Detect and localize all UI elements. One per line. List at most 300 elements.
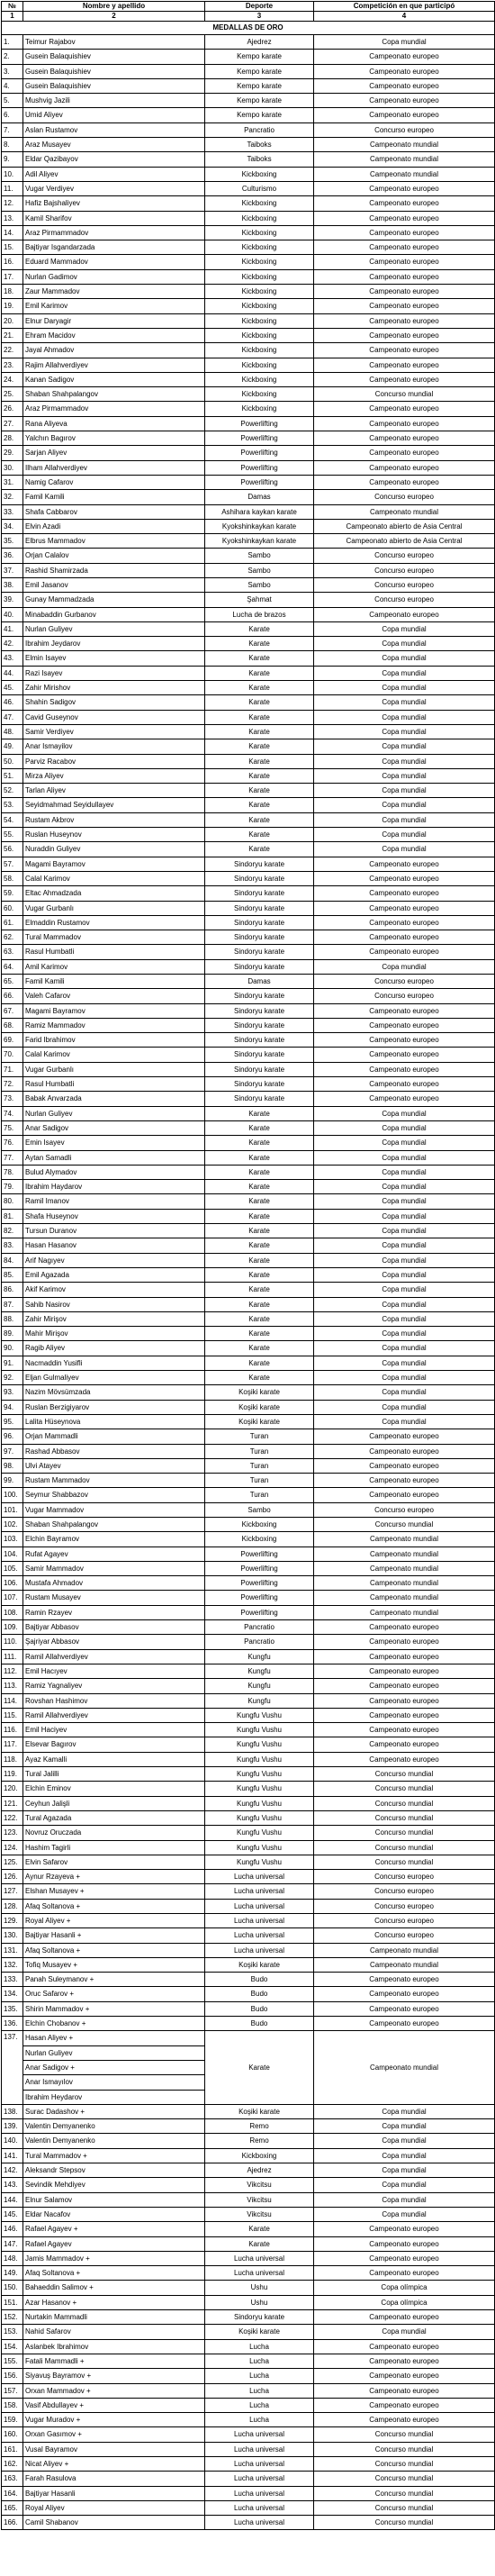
table-row [2,549,495,563]
table-row [2,1796,495,1810]
row-number: 84. [2,1253,23,1267]
table-row [2,798,495,812]
table-row [2,475,495,489]
row-name: Anar Ismayılov [23,2074,204,2089]
row-competition: Copa olímpica [314,2281,495,2295]
row-number: 6. [2,108,23,122]
row-competition: Copa mundial [314,739,495,754]
row-number: 164. [2,2486,23,2500]
row-name: Ramin Rzayev [23,1605,205,1619]
row-competition: Campeonato europeo [314,2236,495,2251]
table-row [2,2354,495,2368]
row-number: 95. [2,1414,23,1429]
header-index-row [2,12,495,22]
row-competition: Campeonato europeo [314,1048,495,1062]
row-number: 56. [2,842,23,857]
row-competition: Copa mundial [314,1327,495,1341]
row-competition: Campeonato europeo [314,1620,495,1635]
row-competition: Copa mundial [314,1253,495,1267]
row-competition: Copa mundial [314,621,495,636]
row-competition: Campeonato europeo [314,2354,495,2368]
row-competition: Concurso mundial [314,1767,495,1782]
table-row [2,1429,495,1444]
table-row [2,1018,495,1032]
row-name: Umid Aliyev [23,108,205,122]
row-sport: Sindoryu karate [205,959,314,974]
row-competition: Campeonato europeo [314,1018,495,1032]
table-row [2,2207,495,2221]
table-row [2,1106,495,1120]
row-number: 1. [2,35,23,50]
row-sport: Remo [205,2119,314,2134]
row-sport: Kyokshinkaykan karate [205,519,314,533]
row-number: 59. [2,886,23,901]
table-row [2,812,495,827]
row-competition: Copa mundial [314,1106,495,1120]
row-number: 57. [2,857,23,871]
row-sport: Kickboxing [205,211,314,225]
row-name: Rafael Agayev + [23,2222,205,2236]
row-name: Shafa Cabbarov [23,504,205,519]
row-sport: Karate [205,621,314,636]
row-number: 35. [2,534,23,549]
row-sport: Kempo karate [205,94,314,108]
row-number: 151. [2,2295,23,2309]
row-name: Panah Suleymanov + [23,1973,205,1987]
row-number: 5. [2,94,23,108]
row-competition: Copa mundial [314,2178,495,2192]
table-row [2,446,495,460]
row-competition: Campeonato europeo [314,1649,495,1664]
row-sport: Kickboxing [205,1532,314,1547]
row-sport: Sindoryu karate [205,1048,314,1062]
table-row [2,1120,495,1135]
table-row [2,975,495,989]
row-number: 93. [2,1385,23,1400]
row-number: 74. [2,1106,23,1120]
row-name: Samir Verdiyev [23,724,205,739]
row-competition: Campeonato europeo [314,1708,495,1722]
row-number: 16. [2,255,23,269]
row-number: 30. [2,460,23,475]
row-competition: Copa mundial [314,1194,495,1209]
row-competition: Concurso europeo [314,1884,495,1899]
row-competition: Copa mundial [314,1371,495,1385]
row-number: 110. [2,1635,23,1649]
row-name: Ramil Allahverdiyev [23,1649,205,1664]
col-index-4: 4 [314,12,495,22]
row-number: 96. [2,1429,23,1444]
row-competition: Concurso europeo [314,1870,495,1884]
row-competition: Campeonato europeo [314,930,495,945]
row-name: Rashid Shamirzada [23,563,205,577]
row-sport: Karate [205,1106,314,1120]
row-number: 69. [2,1033,23,1048]
table-row [2,1224,495,1238]
table-row [2,666,495,680]
row-sport: Kickboxing [205,167,314,181]
table-row [2,959,495,974]
row-name: Ceyhun Jalişli [23,1796,205,1810]
row-number: 144. [2,2192,23,2207]
table-row [2,915,495,930]
row-sport: Sindoryu karate [205,1033,314,1048]
row-sport: Kickboxing [205,372,314,386]
table-row [2,78,495,93]
row-name: Ramiz Yagnaliyev [23,1679,205,1693]
row-sport: Sambo [205,577,314,592]
row-name: Royal Aliyev + [23,1914,205,1928]
table-row [2,1311,495,1326]
table-row [2,285,495,299]
row-name: Araz Pirmammadov [23,402,205,416]
row-name: Parviz Racabov [23,754,205,768]
row-number: 124. [2,1840,23,1855]
row-competition: Campeonato europeo [314,607,495,621]
row-name: Rashad Abbasov [23,1444,205,1458]
table-row [2,1826,495,1840]
row-competition: Concurso mundial [314,1810,495,1825]
row-sport: Koşiki karate [205,2325,314,2339]
row-sport: Sambo [205,549,314,563]
row-name: Rasul Humbatli [23,1077,205,1092]
row-name: Tural Mammadov [23,930,205,945]
row-sport: Sindoryu karate [205,945,314,959]
row-number: 51. [2,768,23,783]
row-competition: Campeonato mundial [314,152,495,167]
row-name: Magami Bayramov [23,1003,205,1018]
table-row [2,108,495,122]
row-number: 47. [2,710,23,724]
row-name: Zahir Mirishov [23,681,205,695]
row-name: Tural Jalilli [23,1767,205,1782]
row-name: Nurlan Guliyev [23,2045,204,2060]
row-competition: Campeonato europeo [314,2413,495,2427]
row-competition: Campeonato europeo [314,402,495,416]
row-competition: Campeonato europeo [314,2017,495,2031]
row-number: 112. [2,1664,23,1678]
row-name: Jayal Ahmadov [23,343,205,358]
row-number: 17. [2,269,23,284]
row-name: Orxan Gasımov + [23,2427,205,2442]
row-competition: Concurso mundial [314,2472,495,2486]
row-number: 103. [2,1532,23,1547]
row-sport: Powerlifting [205,431,314,446]
table-row [2,1561,495,1575]
table-row [2,1679,495,1693]
row-name: Rustam Akbrov [23,812,205,827]
row-competition: Concurso mundial [314,1826,495,1840]
row-number: 135. [2,2001,23,2016]
row-number: 73. [2,1092,23,1106]
table-row [2,2119,495,2134]
row-number: 88. [2,1311,23,1326]
table-row [2,563,495,577]
row-competition: Campeonato europeo [314,108,495,122]
row-sport: Karate [205,798,314,812]
table-row [2,621,495,636]
row-competition: Campeonato mundial [314,167,495,181]
table-row [2,1488,495,1502]
row-competition: Campeonato mundial [314,1591,495,1605]
row-number: 10. [2,167,23,181]
row-competition: Copa mundial [314,842,495,857]
row-sport: Vikcitsu [205,2178,314,2192]
table-row [2,138,495,152]
row-sport: Sindoryu karate [205,857,314,871]
row-competition: Campeonato europeo [314,2222,495,2236]
row-name: Shahin Sadigov [23,695,205,710]
row-competition: Campeonato europeo [314,446,495,460]
row-name: Araz Musayev [23,138,205,152]
row-number: 101. [2,1502,23,1517]
row-number: 132. [2,1957,23,1972]
row-name: Shaban Shahpalangov [23,387,205,402]
row-name: Nazim Mövsümzada [23,1385,205,1400]
row-number: 122. [2,1810,23,1825]
row-sport: Kempo karate [205,64,314,78]
row-name: Elnur Salamov [23,2192,205,2207]
row-number: 19. [2,299,23,313]
row-number: 45. [2,681,23,695]
row-sport: Remo [205,2134,314,2148]
row-competition: Campeonato europeo [314,2251,495,2265]
table-row [2,1723,495,1737]
table-row [2,784,495,798]
row-name: Jamis Mammadov + [23,2251,205,2265]
row-competition: Campeonato mundial [314,1547,495,1561]
row-competition: Concurso mundial [314,2516,495,2530]
col-header-competition: Competición en que participó [314,2,495,12]
row-sport: Powerlifting [205,1547,314,1561]
table-row [2,181,495,195]
row-name: Vasif Abdullayev + [23,2398,205,2412]
row-name: Rustam Musayev [23,1591,205,1605]
row-number: 138. [2,2104,23,2118]
row-name: Gusein Balaquishiev [23,64,205,78]
table-row [2,2104,495,2118]
row-name: Elbrus Mammadov [23,534,205,549]
row-number: 104. [2,1547,23,1561]
col-header-number: № [2,2,23,12]
row-name: Zaur Mammadov [23,285,205,299]
row-name: Samir Mammadov [23,1561,205,1575]
row-number: 108. [2,1605,23,1619]
row-competition: Concurso mundial [314,2500,495,2515]
table-row [2,152,495,167]
row-number: 12. [2,196,23,211]
row-sport: Kickboxing [205,1517,314,1531]
row-competition: Campeonato europeo [314,328,495,342]
table-row [2,402,495,416]
row-sport: Karate [205,2031,314,2104]
table-row [2,1899,495,1913]
row-sport: Sindoryu karate [205,2310,314,2325]
row-name: Sevindik Mehdiyev [23,2178,205,2192]
row-sport: Kickboxing [205,225,314,240]
row-number: 36. [2,549,23,563]
table-row [2,577,495,592]
row-competition: Concurso mundial [314,1796,495,1810]
row-competition: Campeonato europeo [314,64,495,78]
row-competition: Campeonato europeo [314,1488,495,1502]
row-sport: Karate [205,1267,314,1282]
row-number: 48. [2,724,23,739]
row-competition: Campeonato europeo [314,1033,495,1048]
row-name: Valentin Demyanenko [23,2134,205,2148]
table-row [2,1870,495,1884]
row-number: 159. [2,2413,23,2427]
row-number: 33. [2,504,23,519]
row-name: Aslan Rustamov [23,122,205,137]
row-number: 100. [2,1488,23,1502]
row-name: Hasan Hasanov [23,1238,205,1253]
row-sport: Kungfu Vushu [205,1840,314,1855]
table-row [2,1576,495,1591]
table-row [2,754,495,768]
row-sport: Karate [205,1253,314,1267]
row-number: 148. [2,2251,23,2265]
row-competition: Campeonato europeo [314,1429,495,1444]
row-number: 153. [2,2325,23,2339]
row-competition: Concurso europeo [314,593,495,607]
row-name: Emil Jasanov [23,577,205,592]
row-competition: Copa mundial [314,1356,495,1370]
row-competition: Concurso europeo [314,563,495,577]
row-sport: Lucha [205,2413,314,2427]
table-row [2,64,495,78]
row-number: 71. [2,1062,23,1076]
row-sport: Sambo [205,563,314,577]
row-competition: Campeonato europeo [314,1474,495,1488]
row-sport: Kickboxing [205,358,314,372]
table-row [2,1371,495,1385]
row-name: Rafael Agayev [23,2236,205,2251]
row-name: Surac Dadashov + [23,2104,205,2118]
row-competition: Campeonato europeo [314,372,495,386]
row-number: 136. [2,2017,23,2031]
row-name: Aynur Rzayeva + [23,1870,205,1884]
row-name: Eldar Qazibayov [23,152,205,167]
row-sport: Kickboxing [205,2148,314,2163]
row-number: 99. [2,1474,23,1488]
row-name: Nuraddin Guliyev [23,842,205,857]
row-sport: Karate [205,1283,314,1297]
table-row [2,2325,495,2339]
table-row [2,2486,495,2500]
medal-table-sheet [1,1,494,2530]
table-row [2,2281,495,2295]
row-sport: Sindoryu karate [205,1092,314,1106]
row-number: 145. [2,2207,23,2221]
table-row [2,211,495,225]
row-competition: Concurso mundial [314,1855,495,1869]
row-name: Elmaddin Rustamov [23,915,205,930]
row-number: 130. [2,1928,23,1943]
row-competition: Campeonato europeo [314,857,495,871]
table-row [2,1502,495,1517]
row-sport: Karate [205,754,314,768]
row-name: Shaban Shahpalangov [23,1517,205,1531]
row-number: 118. [2,1752,23,1766]
row-competition: Copa mundial [314,1180,495,1194]
row-number: 111. [2,1649,23,1664]
row-number: 27. [2,416,23,431]
row-competition: Campeonato europeo [314,50,495,64]
table-row [2,2192,495,2207]
row-name: Rustam Mammadov [23,1474,205,1488]
row-number: 9. [2,152,23,167]
row-competition: Concurso europeo [314,490,495,504]
row-name: Kamil Sharifov [23,211,205,225]
row-sport: Karate [205,1341,314,1356]
row-name: Aslanbek Ibrahimov [23,2339,205,2354]
row-number: 61. [2,915,23,930]
row-competition: Campeonato europeo [314,196,495,211]
row-number: 137. [2,2031,23,2104]
row-competition: Copa mundial [314,35,495,50]
row-name: Anar Sadigov + [23,2060,204,2074]
table-row [2,901,495,915]
row-number: 15. [2,240,23,255]
table-row [2,989,495,1003]
row-competition: Copa mundial [314,651,495,666]
row-sport: Lucha universal [205,2472,314,2486]
row-name: Elchin Bayramov [23,1532,205,1547]
table-row [2,1003,495,1018]
row-sport: Kickboxing [205,313,314,328]
row-number: 8. [2,138,23,152]
row-sport: Powerlifting [205,1561,314,1575]
row-name: Kanan Sadigov [23,372,205,386]
row-sport: Pancratio [205,122,314,137]
row-number: 107. [2,1591,23,1605]
table-row [2,1591,495,1605]
row-number: 133. [2,1973,23,1987]
row-sport: Lucha [205,2369,314,2383]
table-row [2,2310,495,2325]
row-number: 114. [2,1693,23,1708]
row-competition: Campeonato europeo [314,2339,495,2354]
table-row [2,607,495,621]
row-name: Nurlan Guliyev [23,1106,205,1120]
row-sport: Vikcitsu [205,2192,314,2207]
row-name: Mushvig Jazili [23,94,205,108]
row-competition: Concurso mundial [314,387,495,402]
row-competition: Campeonato europeo [314,1635,495,1649]
table-row [2,1283,495,1297]
table-row [2,2383,495,2398]
table-row [2,196,495,211]
row-sport: Sindoryu karate [205,1062,314,1076]
row-sport: Karate [205,842,314,857]
row-number: 105. [2,1561,23,1575]
table-row [2,2500,495,2515]
row-number: 163. [2,2472,23,2486]
row-sport: Ajedrez [205,35,314,50]
row-competition: Campeonato europeo [314,313,495,328]
row-sport: Karate [205,2236,314,2251]
row-name: Ibrahim Haydarov [23,1180,205,1194]
row-name: Bajtiyar Isgandarzada [23,240,205,255]
row-competition: Campeonato europeo [314,1723,495,1737]
table-row [2,1693,495,1708]
col-index-2: 2 [23,12,205,22]
row-sport: Kungfu Vushu [205,1767,314,1782]
row-competition: Campeonato europeo [314,1737,495,1752]
row-name: Elvin Safarov [23,1855,205,1869]
row-competition: Copa mundial [314,959,495,974]
